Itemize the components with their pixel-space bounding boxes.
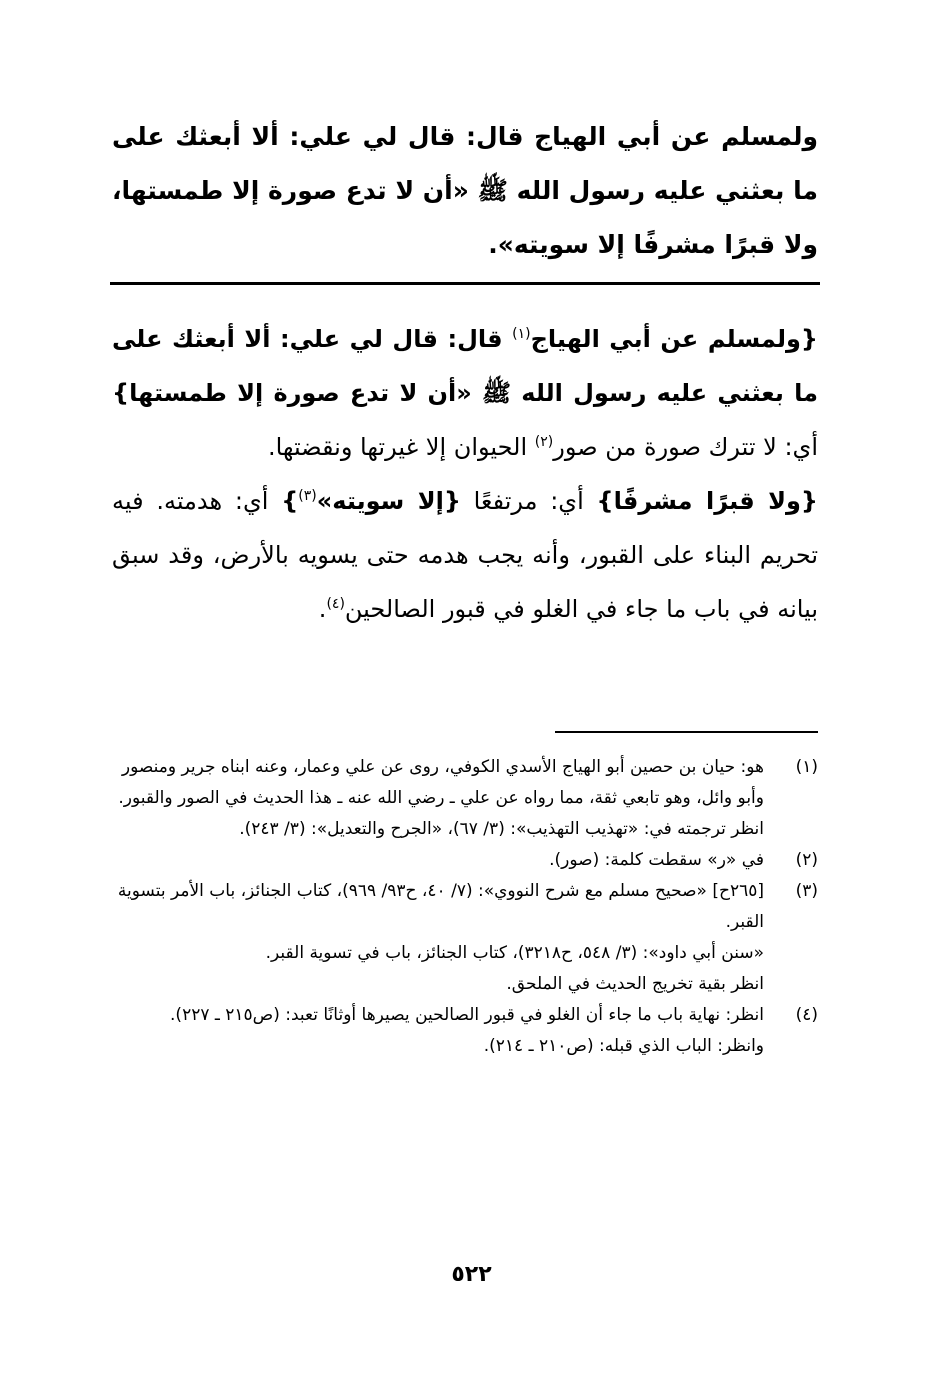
- footnote-line: هو: حيان بن حصين أبو الهياج الأسدي الكوفي، روى عن علي وعمار، وعنه ابناه جرير ومنصور وأبو وائل، وهو تابعي ثقة، مما رواه عن علي ـ رضي الله عنه ـ هذا الحديث في الصور والقبور.: [118, 757, 764, 808]
- footnote-2: [112, 845, 818, 876]
- explanation-text: .: [318, 595, 327, 623]
- footnote-line: انظر ترجمته في: «تهذيب التهذيب»: (٣/ ٦٧)، «الجرح والتعديل»: (٣/ ٢٤٣).: [239, 819, 764, 839]
- footnote-number: (٤): [795, 1005, 818, 1025]
- footnote-line: انظر بقية تخريج الحديث في الملحق.: [506, 974, 764, 994]
- footnote-3: [112, 876, 818, 1000]
- commentary-paragraph-1: [112, 312, 818, 474]
- footnote-marker: (١): [512, 326, 531, 342]
- footnote-body: [112, 1000, 764, 1062]
- explanation-text: أي: هدمته. فيه تحريم البناء على القبور، وأنه يجب هدمه حتى يسويه بالأرض، وقد سبق بيانه في باب ما جاء في الغلو في قبور الصالحين: [112, 487, 818, 623]
- quoted-text: {ولا قبرًا مشرفًا}: [596, 487, 819, 515]
- footnote-divider: [555, 731, 818, 733]
- footnote-number: (٣): [795, 881, 818, 901]
- footnote-body: [112, 845, 764, 876]
- footnote-4: [112, 1000, 818, 1062]
- footnote-1: [112, 752, 818, 845]
- footnote-number: (٢): [795, 850, 818, 870]
- footnotes-section: [112, 752, 818, 1062]
- commentary-paragraph-2: [112, 474, 818, 636]
- quoted-text: قال: قال لي علي: ألا أبعثك على ما بعثني عليه رسول الله ﷺ «أن لا تدع صورة إلا طمستها}: [112, 325, 818, 407]
- footnote-body: [112, 876, 764, 1000]
- quoted-text: }: [281, 487, 299, 515]
- hadith-text: [112, 110, 818, 272]
- footnote-number: (١): [795, 757, 818, 777]
- quoted-text: {إلا سويته»: [316, 487, 461, 515]
- footnote-marker: (٣): [298, 488, 317, 504]
- footnote-marker: (٤): [326, 596, 345, 612]
- footnote-line: في «ر» سقطت كلمة: (صور).: [549, 850, 764, 870]
- footnote-marker: (٢): [534, 434, 554, 450]
- page-number: ٥٢٢: [451, 1262, 492, 1287]
- footnote-body: [112, 752, 764, 845]
- explanation-text: الحيوان إلا غيرتها ونقضتها.: [267, 433, 535, 461]
- footnote-line: «سنن أبي داود»: (٣/ ٥٤٨، ح٣٢١٨)، كتاب الجنائز، باب في تسوية القبر.: [265, 943, 764, 963]
- explanation-text: أي: لا تترك صورة من صور: [553, 433, 818, 461]
- commentary-section: [112, 312, 818, 636]
- quoted-text: {ولمسلم عن أبي الهياج: [530, 325, 818, 353]
- footnote-line: انظر: نهاية باب ما جاء أن الغلو في قبور الصالحين يصيرها أوثانًا تعبد: (ص٢١٥ ـ ٢٢٧).: [170, 1005, 764, 1025]
- footnote-line: [٢٦٥ح] «صحيح مسلم مع شرح النووي»: (٧/ ٤٠، ح٩٣/ ٩٦٩)، كتاب الجنائز، باب الأمر بتسوية القبر.: [117, 881, 764, 932]
- explanation-text: أي: مرتفعًا: [460, 487, 597, 515]
- hadith-paragraph: ولمسلم عن أبي الهياج قال: قال لي علي: ألا أبعثك على ما بعثني عليه رسول الله ﷺ «أن لا تدع صورة إلا طمستها، ولا قبرًا مشرفًا إلا سويته».: [112, 122, 818, 259]
- footnote-line: وانظر: الباب الذي قبله: (ص٢١٠ ـ ٢١٤).: [483, 1036, 764, 1056]
- section-divider: [110, 282, 820, 285]
